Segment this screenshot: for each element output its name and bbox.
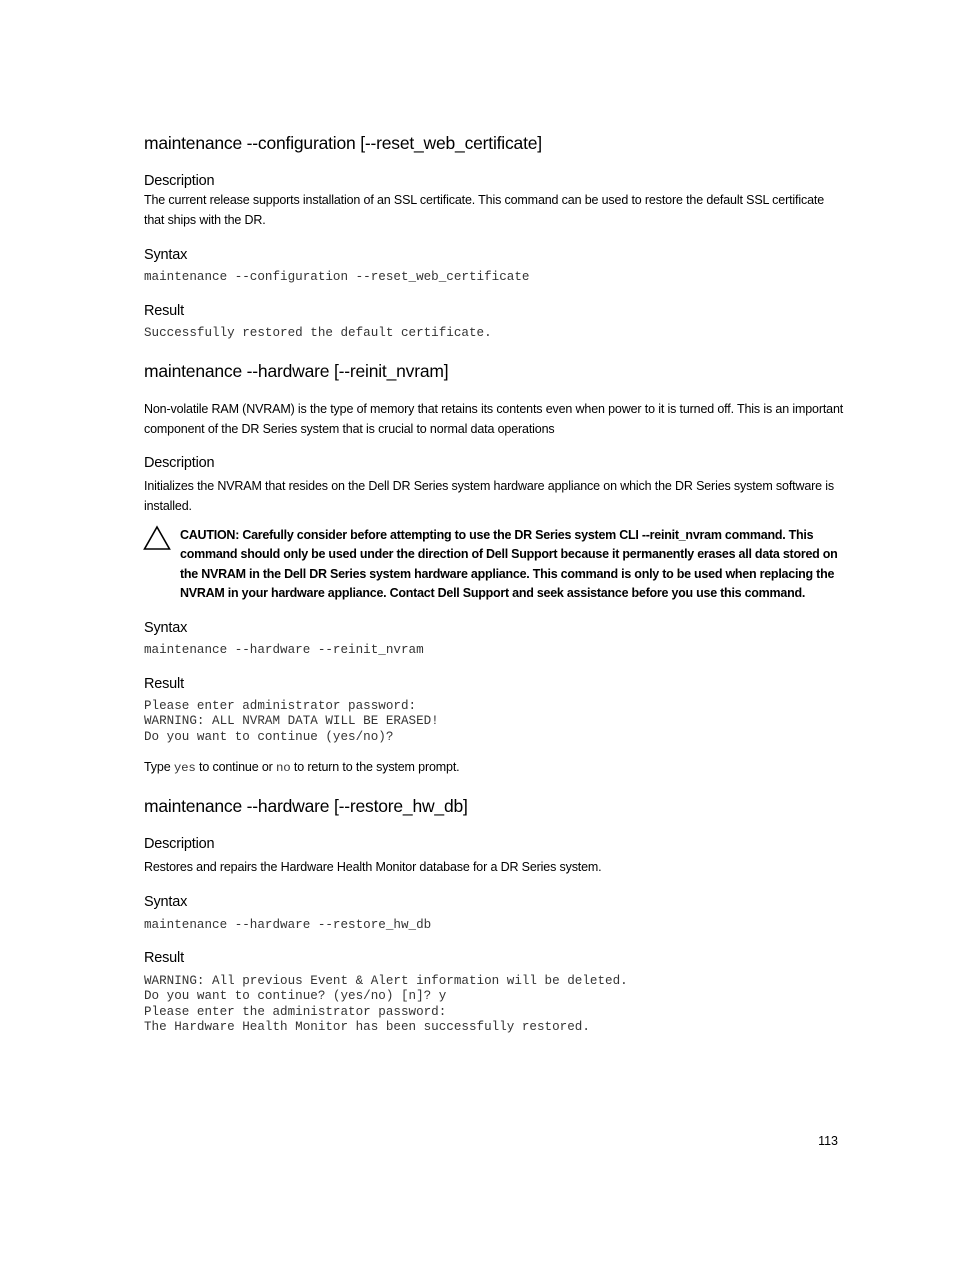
result-heading: Result [144,676,184,692]
note-code-no: no [276,761,291,775]
result-code: WARNING: All previous Event & Alert information will be deleted. Do you want to continue? (yes/no) [n]? y Please enter the administrator password: The Hardware Health Monitor has been successfully restored. [144,974,628,1034]
description-text: The current release supports installation of an SSL certificate. This command can be used to restore the default SSL certificate that ships with the DR. [144,193,825,227]
syntax-heading: Syntax [144,894,188,910]
section-title-restore-hw-db: maintenance --hardware [--restore_hw_db] [144,796,468,816]
section-title-reset-web-certificate: maintenance --configuration [--reset_web_certificate] [144,133,542,153]
description-heading: Description [144,836,215,852]
result-code: Please enter administrator password: WARNING: ALL NVRAM DATA WILL BE ERASED! Do you want to continue (yes/no)? [144,699,439,744]
syntax-code: maintenance --hardware --restore_hw_db [144,918,432,932]
note-suffix: to return to the system prompt. [293,760,460,774]
syntax-code: maintenance --configuration --reset_web_certificate [144,270,530,284]
note-prefix: Type [144,760,171,774]
result-heading: Result [144,950,184,966]
intro-text: Non-volatile RAM (NVRAM) is the type of memory that retains its contents even when power to it is turned off. This is an important component of the DR Series system that is crucial to normal data operations [144,402,844,436]
result-code: Successfully restored the default certificate. [144,326,492,340]
caution-triangle-icon [143,525,171,551]
description-heading: Description [144,173,215,189]
section-title-reinit-nvram: maintenance --hardware [--reinit_nvram] [144,361,449,381]
note-code-yes: yes [173,761,196,775]
description-text: Initializes the NVRAM that resides on the Dell DR Series system hardware appliance on which the DR Series system software is installed. [144,479,835,513]
description-text: Restores and repairs the Hardware Health Monitor database for a DR Series system. [144,860,602,874]
note-text [144,758,844,779]
syntax-heading: Syntax [144,620,188,636]
syntax-heading: Syntax [144,247,188,263]
note-middle: to continue or [199,760,273,774]
description-heading: Description [144,455,215,471]
syntax-code: maintenance --hardware --reinit_nvram [144,643,424,657]
result-heading: Result [144,303,184,319]
caution-text: CAUTION: Carefully consider before attempting to use the DR Series system CLI --reinit_nvram command. This command should only be used under the direction of Dell Support because it permanently erases all data stored on the NVRAM in the Dell DR Series system hardware appliance. This command is only to be used when replacing the NVRAM in your hardware appliance. Contact Dell Support and seek assistance before you use this command. [180,528,838,601]
page-number: 113 [818,1134,838,1148]
